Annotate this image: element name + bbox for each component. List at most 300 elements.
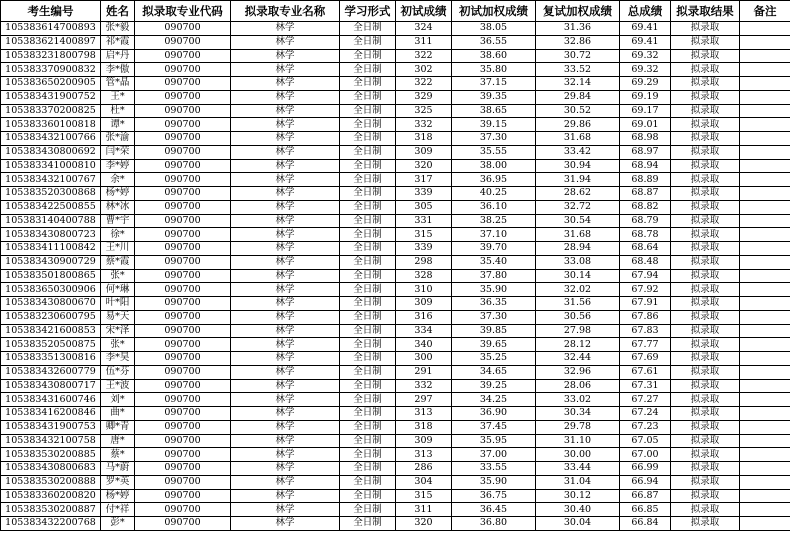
prelim-score-cell: 322 xyxy=(396,77,452,91)
exam-id-cell: 105383431900753 xyxy=(1,420,101,434)
major-name-cell: 林学 xyxy=(231,379,340,393)
exam-id-cell: 105383432100758 xyxy=(1,434,101,448)
major-name-cell: 林学 xyxy=(231,283,340,297)
prelim-score-cell: 324 xyxy=(396,22,452,36)
study-mode-cell: 全日制 xyxy=(340,365,396,379)
total-score-cell: 69.32 xyxy=(620,49,671,63)
total-score-cell: 66.87 xyxy=(620,489,671,503)
retest-weighted-cell: 31.36 xyxy=(536,22,620,36)
table-row xyxy=(1,393,790,407)
retest-weighted-cell: 31.94 xyxy=(536,173,620,187)
major-code-cell: 090700 xyxy=(135,35,231,49)
major-code-cell: 090700 xyxy=(135,228,231,242)
name-cell: 叶*阳 xyxy=(101,297,135,311)
total-score-cell: 69.19 xyxy=(620,90,671,104)
table-row xyxy=(1,173,790,187)
prelim-weighted-cell: 35.55 xyxy=(452,145,536,159)
table-row xyxy=(1,324,790,338)
study-mode-cell: 全日制 xyxy=(340,434,396,448)
major-name-cell: 林学 xyxy=(231,448,340,462)
result-cell: 拟录取 xyxy=(671,393,740,407)
retest-weighted-cell: 31.68 xyxy=(536,132,620,146)
major-name-cell: 林学 xyxy=(231,104,340,118)
remark-cell xyxy=(740,63,790,77)
column-header-retest-weighted: 复试加权成绩 xyxy=(536,1,620,22)
remark-cell xyxy=(740,310,790,324)
study-mode-cell: 全日制 xyxy=(340,489,396,503)
major-name-cell: 林学 xyxy=(231,269,340,283)
major-code-cell: 090700 xyxy=(135,159,231,173)
major-code-cell: 090700 xyxy=(135,173,231,187)
prelim-score-cell: 332 xyxy=(396,379,452,393)
table-row xyxy=(1,448,790,462)
column-header-name: 姓名 xyxy=(101,1,135,22)
name-cell: 李*婷 xyxy=(101,159,135,173)
retest-weighted-cell: 28.06 xyxy=(536,379,620,393)
prelim-score-cell: 315 xyxy=(396,489,452,503)
table-row xyxy=(1,434,790,448)
study-mode-cell: 全日制 xyxy=(340,283,396,297)
name-cell: 闫*荣 xyxy=(101,145,135,159)
total-score-cell: 68.82 xyxy=(620,200,671,214)
table-row xyxy=(1,489,790,503)
result-cell: 拟录取 xyxy=(671,214,740,228)
retest-weighted-cell: 32.14 xyxy=(536,77,620,91)
prelim-score-cell: 316 xyxy=(396,310,452,324)
result-cell: 拟录取 xyxy=(671,228,740,242)
exam-id-cell: 105383432100767 xyxy=(1,173,101,187)
result-cell: 拟录取 xyxy=(671,242,740,256)
study-mode-cell: 全日制 xyxy=(340,22,396,36)
result-cell: 拟录取 xyxy=(671,269,740,283)
prelim-score-cell: 309 xyxy=(396,434,452,448)
table-row xyxy=(1,90,790,104)
prelim-weighted-cell: 34.25 xyxy=(452,393,536,407)
prelim-weighted-cell: 40.25 xyxy=(452,187,536,201)
name-cell: 彭* xyxy=(101,517,135,531)
retest-weighted-cell: 33.44 xyxy=(536,462,620,476)
total-score-cell: 67.00 xyxy=(620,448,671,462)
name-cell: 王*波 xyxy=(101,379,135,393)
remark-cell xyxy=(740,118,790,132)
prelim-score-cell: 297 xyxy=(396,393,452,407)
major-name-cell: 林学 xyxy=(231,420,340,434)
study-mode-cell: 全日制 xyxy=(340,448,396,462)
exam-id-cell: 105383360100818 xyxy=(1,118,101,132)
table-row xyxy=(1,214,790,228)
major-name-cell: 林学 xyxy=(231,517,340,531)
column-header-major-name: 拟录取专业名称 xyxy=(231,1,340,22)
major-code-cell: 090700 xyxy=(135,145,231,159)
remark-cell xyxy=(740,324,790,338)
major-code-cell: 090700 xyxy=(135,489,231,503)
remark-cell xyxy=(740,35,790,49)
table-row xyxy=(1,365,790,379)
prelim-score-cell: 291 xyxy=(396,365,452,379)
prelim-weighted-cell: 36.80 xyxy=(452,517,536,531)
table-row xyxy=(1,132,790,146)
retest-weighted-cell: 31.10 xyxy=(536,434,620,448)
result-cell: 拟录取 xyxy=(671,90,740,104)
exam-id-cell: 105383430900729 xyxy=(1,255,101,269)
prelim-weighted-cell: 39.70 xyxy=(452,242,536,256)
major-code-cell: 090700 xyxy=(135,242,231,256)
column-header-prelim-weighted: 初试加权成绩 xyxy=(452,1,536,22)
exam-id-cell: 105383530200885 xyxy=(1,448,101,462)
retest-weighted-cell: 28.62 xyxy=(536,187,620,201)
study-mode-cell: 全日制 xyxy=(340,420,396,434)
name-cell: 张* xyxy=(101,269,135,283)
table-row xyxy=(1,420,790,434)
prelim-score-cell: 331 xyxy=(396,214,452,228)
prelim-weighted-cell: 37.30 xyxy=(452,310,536,324)
table-row xyxy=(1,22,790,36)
column-header-prelim-score: 初试成绩 xyxy=(396,1,452,22)
study-mode-cell: 全日制 xyxy=(340,132,396,146)
result-cell: 拟录取 xyxy=(671,200,740,214)
result-cell: 拟录取 xyxy=(671,297,740,311)
exam-id-cell: 105383520300868 xyxy=(1,187,101,201)
major-name-cell: 林学 xyxy=(231,228,340,242)
table-row xyxy=(1,310,790,324)
retest-weighted-cell: 31.56 xyxy=(536,297,620,311)
exam-id-cell: 105383341000810 xyxy=(1,159,101,173)
prelim-weighted-cell: 39.25 xyxy=(452,379,536,393)
total-score-cell: 69.32 xyxy=(620,63,671,77)
major-name-cell: 林学 xyxy=(231,90,340,104)
major-name-cell: 林学 xyxy=(231,118,340,132)
total-score-cell: 68.64 xyxy=(620,242,671,256)
exam-id-cell: 105383432100766 xyxy=(1,132,101,146)
remark-cell xyxy=(740,448,790,462)
total-score-cell: 67.61 xyxy=(620,365,671,379)
prelim-weighted-cell: 35.95 xyxy=(452,434,536,448)
prelim-weighted-cell: 33.55 xyxy=(452,462,536,476)
retest-weighted-cell: 30.04 xyxy=(536,517,620,531)
major-name-cell: 林学 xyxy=(231,489,340,503)
major-code-cell: 090700 xyxy=(135,365,231,379)
remark-cell xyxy=(740,517,790,531)
prelim-weighted-cell: 38.00 xyxy=(452,159,536,173)
major-name-cell: 林学 xyxy=(231,187,340,201)
result-cell: 拟录取 xyxy=(671,35,740,49)
name-cell: 张*毅 xyxy=(101,22,135,36)
study-mode-cell: 全日制 xyxy=(340,242,396,256)
total-score-cell: 68.94 xyxy=(620,159,671,173)
major-name-cell: 林学 xyxy=(231,214,340,228)
prelim-score-cell: 300 xyxy=(396,352,452,366)
name-cell: 何*琳 xyxy=(101,283,135,297)
prelim-score-cell: 320 xyxy=(396,159,452,173)
retest-weighted-cell: 32.96 xyxy=(536,365,620,379)
result-cell: 拟录取 xyxy=(671,283,740,297)
study-mode-cell: 全日制 xyxy=(340,159,396,173)
prelim-score-cell: 286 xyxy=(396,462,452,476)
table-row xyxy=(1,159,790,173)
name-cell: 李*傲 xyxy=(101,63,135,77)
prelim-score-cell: 329 xyxy=(396,90,452,104)
major-name-cell: 林学 xyxy=(231,297,340,311)
table-row xyxy=(1,35,790,49)
remark-cell xyxy=(740,159,790,173)
table-row xyxy=(1,379,790,393)
major-name-cell: 林学 xyxy=(231,462,340,476)
name-cell: 宋*泽 xyxy=(101,324,135,338)
exam-id-cell: 105383431600746 xyxy=(1,393,101,407)
major-code-cell: 090700 xyxy=(135,200,231,214)
remark-cell xyxy=(740,228,790,242)
remark-cell xyxy=(740,283,790,297)
retest-weighted-cell: 32.72 xyxy=(536,200,620,214)
name-cell: 王* xyxy=(101,90,135,104)
major-name-cell: 林学 xyxy=(231,173,340,187)
major-name-cell: 林学 xyxy=(231,352,340,366)
major-code-cell: 090700 xyxy=(135,352,231,366)
major-name-cell: 林学 xyxy=(231,35,340,49)
total-score-cell: 68.78 xyxy=(620,228,671,242)
result-cell: 拟录取 xyxy=(671,379,740,393)
table-row xyxy=(1,242,790,256)
total-score-cell: 67.31 xyxy=(620,379,671,393)
total-score-cell: 67.05 xyxy=(620,434,671,448)
name-cell: 徐* xyxy=(101,228,135,242)
exam-id-cell: 105383230600795 xyxy=(1,310,101,324)
table-row xyxy=(1,118,790,132)
remark-cell xyxy=(740,434,790,448)
prelim-weighted-cell: 35.90 xyxy=(452,475,536,489)
exam-id-cell: 105383370200825 xyxy=(1,104,101,118)
remark-cell xyxy=(740,338,790,352)
major-code-cell: 090700 xyxy=(135,132,231,146)
remark-cell xyxy=(740,365,790,379)
table-row xyxy=(1,517,790,531)
major-name-cell: 林学 xyxy=(231,310,340,324)
prelim-score-cell: 313 xyxy=(396,448,452,462)
exam-id-cell: 105383431900752 xyxy=(1,90,101,104)
total-score-cell: 66.85 xyxy=(620,503,671,517)
result-cell: 拟录取 xyxy=(671,420,740,434)
study-mode-cell: 全日制 xyxy=(340,77,396,91)
remark-cell xyxy=(740,132,790,146)
major-code-cell: 090700 xyxy=(135,517,231,531)
major-name-cell: 林学 xyxy=(231,63,340,77)
prelim-weighted-cell: 38.05 xyxy=(452,22,536,36)
major-name-cell: 林学 xyxy=(231,365,340,379)
major-code-cell: 090700 xyxy=(135,503,231,517)
exam-id-cell: 105383140400788 xyxy=(1,214,101,228)
total-score-cell: 67.27 xyxy=(620,393,671,407)
remark-cell xyxy=(740,475,790,489)
major-name-cell: 林学 xyxy=(231,255,340,269)
name-cell: 管*晶 xyxy=(101,77,135,91)
name-cell: 伍*芬 xyxy=(101,365,135,379)
exam-id-cell: 105383650300906 xyxy=(1,283,101,297)
total-score-cell: 68.48 xyxy=(620,255,671,269)
result-cell: 拟录取 xyxy=(671,255,740,269)
prelim-score-cell: 304 xyxy=(396,475,452,489)
prelim-weighted-cell: 38.25 xyxy=(452,214,536,228)
prelim-weighted-cell: 35.80 xyxy=(452,63,536,77)
table-row xyxy=(1,338,790,352)
result-cell: 拟录取 xyxy=(671,145,740,159)
result-cell: 拟录取 xyxy=(671,365,740,379)
name-cell: 蔡* xyxy=(101,448,135,462)
result-cell: 拟录取 xyxy=(671,159,740,173)
name-cell: 祁*霞 xyxy=(101,35,135,49)
column-header-result: 拟录取结果 xyxy=(671,1,740,22)
prelim-weighted-cell: 36.45 xyxy=(452,503,536,517)
exam-id-cell: 105383650200905 xyxy=(1,77,101,91)
name-cell: 马*蔚 xyxy=(101,462,135,476)
retest-weighted-cell: 30.12 xyxy=(536,489,620,503)
remark-cell xyxy=(740,407,790,421)
major-code-cell: 090700 xyxy=(135,434,231,448)
name-cell: 谭* xyxy=(101,118,135,132)
remark-cell xyxy=(740,489,790,503)
total-score-cell: 66.99 xyxy=(620,462,671,476)
result-cell: 拟录取 xyxy=(671,517,740,531)
study-mode-cell: 全日制 xyxy=(340,379,396,393)
major-code-cell: 090700 xyxy=(135,104,231,118)
result-cell: 拟录取 xyxy=(671,407,740,421)
total-score-cell: 68.79 xyxy=(620,214,671,228)
prelim-weighted-cell: 37.10 xyxy=(452,228,536,242)
prelim-score-cell: 302 xyxy=(396,63,452,77)
remark-cell xyxy=(740,145,790,159)
study-mode-cell: 全日制 xyxy=(340,255,396,269)
study-mode-cell: 全日制 xyxy=(340,324,396,338)
remark-cell xyxy=(740,77,790,91)
total-score-cell: 67.86 xyxy=(620,310,671,324)
prelim-score-cell: 318 xyxy=(396,132,452,146)
name-cell: 唐* xyxy=(101,434,135,448)
retest-weighted-cell: 33.02 xyxy=(536,393,620,407)
retest-weighted-cell: 30.34 xyxy=(536,407,620,421)
study-mode-cell: 全日制 xyxy=(340,393,396,407)
total-score-cell: 68.89 xyxy=(620,173,671,187)
study-mode-cell: 全日制 xyxy=(340,352,396,366)
result-cell: 拟录取 xyxy=(671,434,740,448)
remark-cell xyxy=(740,255,790,269)
prelim-weighted-cell: 37.80 xyxy=(452,269,536,283)
total-score-cell: 67.69 xyxy=(620,352,671,366)
total-score-cell: 69.29 xyxy=(620,77,671,91)
major-name-cell: 林学 xyxy=(231,407,340,421)
exam-id-cell: 105383530200887 xyxy=(1,503,101,517)
result-cell: 拟录取 xyxy=(671,49,740,63)
prelim-weighted-cell: 35.25 xyxy=(452,352,536,366)
major-name-cell: 林学 xyxy=(231,145,340,159)
major-code-cell: 090700 xyxy=(135,379,231,393)
remark-cell xyxy=(740,242,790,256)
major-code-cell: 090700 xyxy=(135,90,231,104)
prelim-weighted-cell: 38.60 xyxy=(452,49,536,63)
table-row xyxy=(1,63,790,77)
exam-id-cell: 105383421600853 xyxy=(1,324,101,338)
major-code-cell: 090700 xyxy=(135,49,231,63)
prelim-score-cell: 309 xyxy=(396,297,452,311)
result-cell: 拟录取 xyxy=(671,310,740,324)
study-mode-cell: 全日制 xyxy=(340,297,396,311)
study-mode-cell: 全日制 xyxy=(340,49,396,63)
table-body xyxy=(1,22,790,531)
major-name-cell: 林学 xyxy=(231,434,340,448)
name-cell: 付*祥 xyxy=(101,503,135,517)
name-cell: 杨*婷 xyxy=(101,489,135,503)
name-cell: 李*昊 xyxy=(101,352,135,366)
study-mode-cell: 全日制 xyxy=(340,269,396,283)
prelim-weighted-cell: 36.75 xyxy=(452,489,536,503)
name-cell: 杜* xyxy=(101,104,135,118)
prelim-weighted-cell: 37.30 xyxy=(452,132,536,146)
retest-weighted-cell: 28.12 xyxy=(536,338,620,352)
study-mode-cell: 全日制 xyxy=(340,187,396,201)
retest-weighted-cell: 31.04 xyxy=(536,475,620,489)
exam-id-cell: 105383416200846 xyxy=(1,407,101,421)
prelim-weighted-cell: 37.45 xyxy=(452,420,536,434)
name-cell: 张* xyxy=(101,338,135,352)
total-score-cell: 69.01 xyxy=(620,118,671,132)
exam-id-cell: 105383411100842 xyxy=(1,242,101,256)
prelim-weighted-cell: 39.35 xyxy=(452,90,536,104)
name-cell: 易*天 xyxy=(101,310,135,324)
table-row xyxy=(1,297,790,311)
major-code-cell: 090700 xyxy=(135,269,231,283)
column-header-major-code: 拟录取专业代码 xyxy=(135,1,231,22)
result-cell: 拟录取 xyxy=(671,77,740,91)
major-name-cell: 林学 xyxy=(231,159,340,173)
retest-weighted-cell: 28.94 xyxy=(536,242,620,256)
study-mode-cell: 全日制 xyxy=(340,517,396,531)
study-mode-cell: 全日制 xyxy=(340,503,396,517)
name-cell: 曲* xyxy=(101,407,135,421)
column-header-total-score: 总成绩 xyxy=(620,1,671,22)
exam-id-cell: 105383430800683 xyxy=(1,462,101,476)
prelim-weighted-cell: 37.00 xyxy=(452,448,536,462)
major-code-cell: 090700 xyxy=(135,63,231,77)
name-cell: 张*渝 xyxy=(101,132,135,146)
major-name-cell: 林学 xyxy=(231,475,340,489)
result-cell: 拟录取 xyxy=(671,118,740,132)
exam-id-cell: 105383430800717 xyxy=(1,379,101,393)
table-row xyxy=(1,503,790,517)
study-mode-cell: 全日制 xyxy=(340,35,396,49)
total-score-cell: 69.17 xyxy=(620,104,671,118)
name-cell: 卿*青 xyxy=(101,420,135,434)
retest-weighted-cell: 29.84 xyxy=(536,90,620,104)
total-score-cell: 69.41 xyxy=(620,35,671,49)
total-score-cell: 66.94 xyxy=(620,475,671,489)
major-name-cell: 林学 xyxy=(231,49,340,63)
result-cell: 拟录取 xyxy=(671,63,740,77)
remark-cell xyxy=(740,352,790,366)
prelim-weighted-cell: 36.55 xyxy=(452,35,536,49)
exam-id-cell: 105383351300816 xyxy=(1,352,101,366)
result-cell: 拟录取 xyxy=(671,503,740,517)
prelim-score-cell: 325 xyxy=(396,104,452,118)
major-name-cell: 林学 xyxy=(231,338,340,352)
study-mode-cell: 全日制 xyxy=(340,407,396,421)
exam-id-cell: 105383501800865 xyxy=(1,269,101,283)
retest-weighted-cell: 29.78 xyxy=(536,420,620,434)
prelim-score-cell: 309 xyxy=(396,145,452,159)
name-cell: 余* xyxy=(101,173,135,187)
table-row xyxy=(1,104,790,118)
major-name-cell: 林学 xyxy=(231,22,340,36)
major-code-cell: 090700 xyxy=(135,420,231,434)
table-row xyxy=(1,283,790,297)
table-row xyxy=(1,49,790,63)
